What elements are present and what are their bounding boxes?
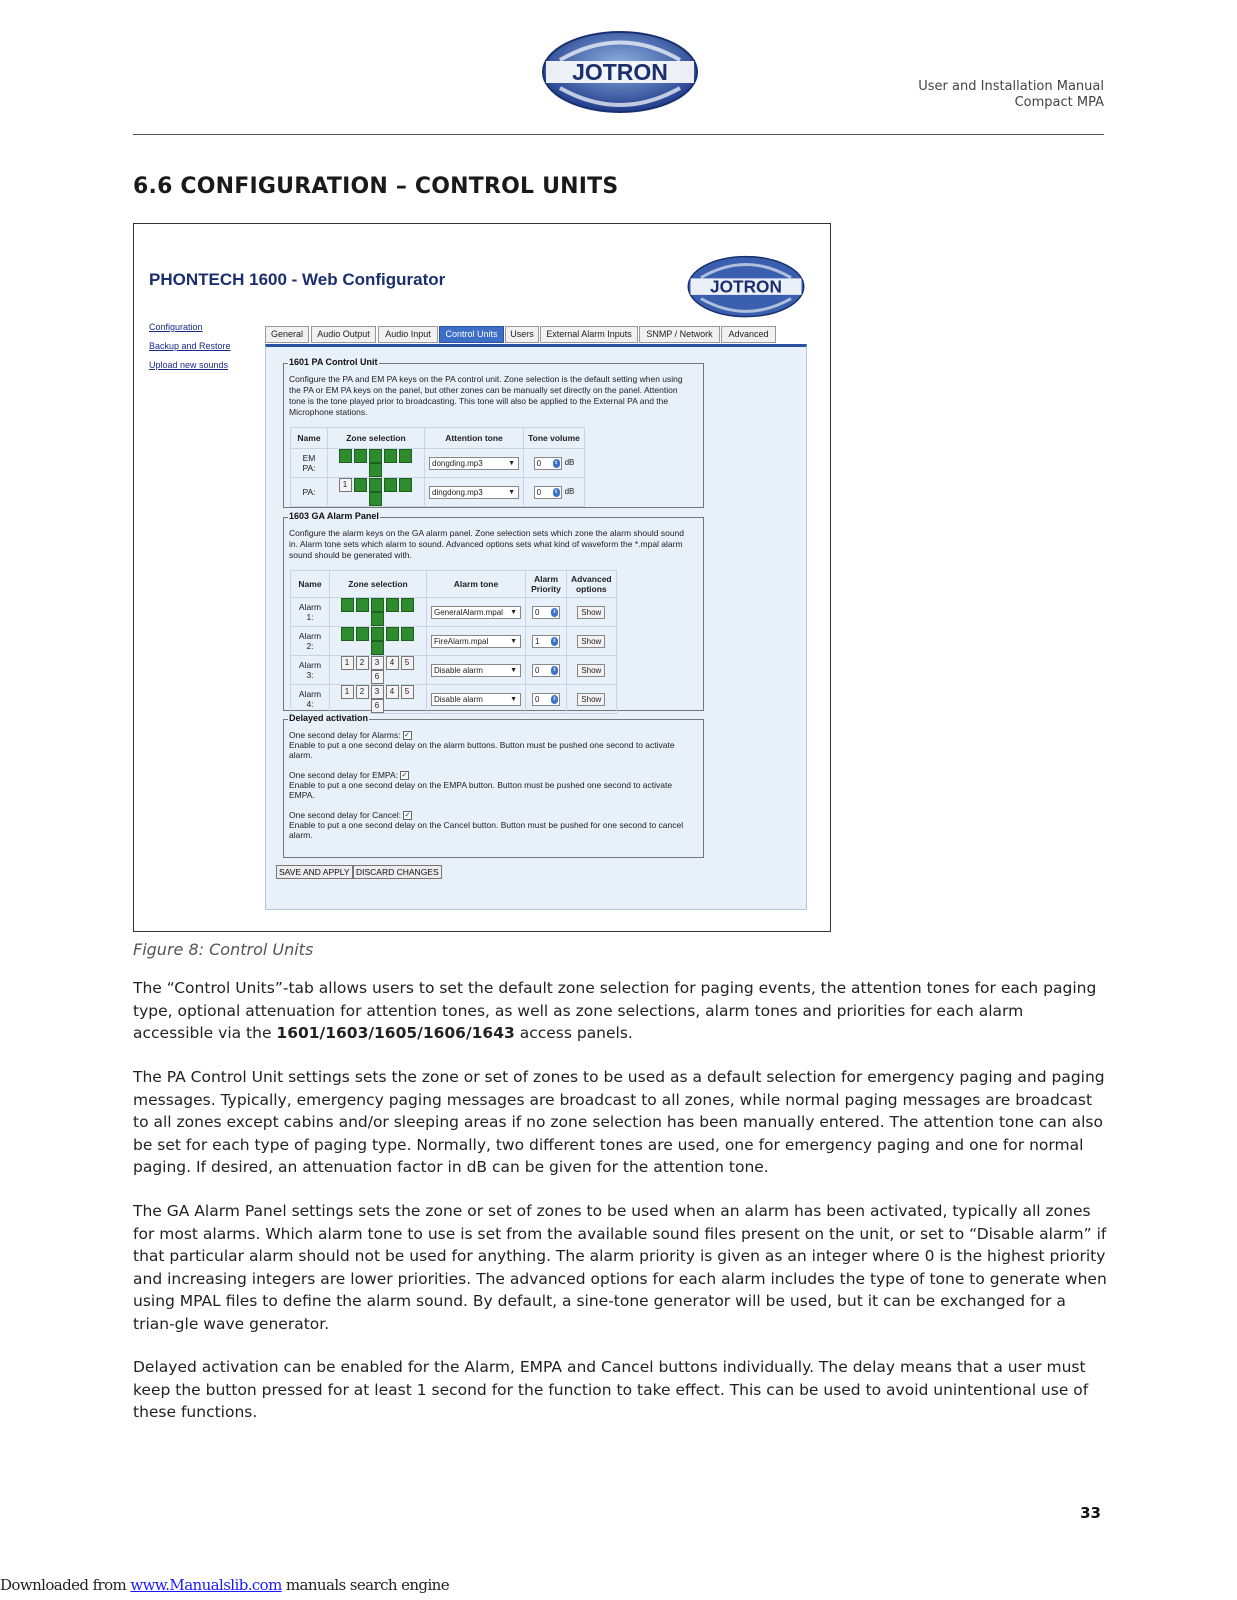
control-units-screenshot: [133, 223, 831, 932]
ga-panel-description: Configure the alarm keys on the GA alarm panel. Zone selection sets which zone the alarm should sound in. Alarm tone sets which alarm to sound. Advanced options sets what kind of waveform the *.mpal alarm sound should be generated with.: [289, 528, 684, 560]
delay-empa-checkbox[interactable]: ✓: [401, 772, 408, 780]
delay-cancel-checkbox[interactable]: ✓: [404, 812, 411, 820]
tab-users[interactable]: Users: [505, 326, 539, 343]
zone-toggle-6[interactable]: 6: [371, 641, 384, 655]
table-row: [291, 656, 617, 685]
delay-alarms-help: Enable to put a one second delay on the alarm buttons. Button must be pushed one second to activate alarm.: [289, 740, 675, 761]
manualslib-link[interactable]: www.Manualslib.com: [130, 1576, 282, 1594]
zone-toggle-6[interactable]: 6: [371, 670, 384, 684]
delay-cancel-item: [289, 810, 699, 840]
zone-toggle-2[interactable]: 2: [356, 656, 369, 670]
col-attention-tone: Attention tone: [425, 428, 524, 449]
tab-audio-output[interactable]: Audio Output: [311, 326, 376, 343]
zone-toggle-5[interactable]: 5: [399, 449, 412, 463]
panel-models: 1601/1603/1605/1606/1643: [276, 1024, 515, 1042]
zone-toggle-2[interactable]: 2: [354, 449, 367, 463]
nav-link-backup-restore[interactable]: Backup and Restore: [149, 341, 231, 351]
ga-alarm-panel-group: [283, 511, 704, 711]
alarm-tone-select[interactable]: FireAlarm.mpal ▼: [431, 635, 521, 648]
dropdown-arrow-icon: ▼: [508, 459, 515, 467]
zone-toggle-5[interactable]: 5: [401, 598, 414, 612]
jotron-logo-small: [686, 254, 806, 320]
col-alarm-tone: Alarm tone: [427, 571, 526, 598]
section-title: 6.6 CONFIGURATION – CONTROL UNITS: [133, 174, 619, 199]
alarm-priority-spinner[interactable]: 0 ⇕: [532, 664, 560, 677]
spinner-icon[interactable]: ⇕: [553, 459, 559, 466]
dropdown-arrow-icon: ▼: [510, 637, 517, 645]
table-row: [291, 685, 617, 714]
delayed-activation-group: [283, 713, 704, 858]
spinner-icon[interactable]: ⇕: [552, 666, 557, 673]
zone-toggle-5[interactable]: 5: [401, 627, 414, 641]
doc-header: [918, 79, 1104, 111]
zone-toggle-1[interactable]: 1: [339, 478, 352, 492]
ga-panel-legend: 1603 GA Alarm Panel: [289, 511, 379, 521]
table-row: [291, 478, 585, 507]
col-zone-selection: Zone selection: [328, 428, 425, 449]
discard-changes-button[interactable]: DISCARD CHANGES: [353, 865, 442, 879]
zone-toggle-4[interactable]: 4: [386, 627, 399, 641]
zone-toggle-2[interactable]: 2: [356, 627, 369, 641]
pa-control-unit-group: [283, 357, 704, 508]
zone-toggle-2[interactable]: 2: [356, 598, 369, 612]
col-tone-volume: Tone volume: [524, 428, 585, 449]
alarm-priority-spinner[interactable]: 0 ⇕: [532, 693, 560, 706]
alarm-tone-select[interactable]: Disable alarm ▼: [431, 664, 521, 677]
alarm-priority-spinner[interactable]: 0 ⇕: [532, 606, 560, 619]
show-advanced-button[interactable]: Show: [577, 664, 605, 677]
show-advanced-button[interactable]: Show: [577, 635, 605, 648]
unit-label: dB: [564, 458, 575, 468]
zone-toggle-1[interactable]: 1: [341, 685, 354, 699]
dropdown-arrow-icon: ▼: [510, 666, 517, 674]
tab-general[interactable]: General: [265, 326, 309, 343]
tone-volume-spinner[interactable]: 0 ⇕: [534, 486, 562, 499]
zone-toggle-6[interactable]: 6: [371, 699, 384, 713]
alarm-tone-select[interactable]: GeneralAlarm.mpal ▼: [431, 606, 521, 619]
row-name: Alarm 1:: [291, 598, 330, 627]
zone-toggle-3[interactable]: 3: [369, 449, 382, 463]
table-row: [291, 598, 617, 627]
paragraph-4: Delayed activation can be enabled for the Alarm, EMPA and Cancel buttons individually. The delay means that a user must keep the button pressed for at least 1 second for the function to take effect. This can be used to avoid unintentional use of these functions.: [133, 1358, 1089, 1421]
table-row: [291, 449, 585, 478]
tab-content-panel: [265, 344, 807, 910]
small-logo-text: JOTRON: [710, 276, 782, 297]
zone-buttons: [330, 627, 427, 656]
tone-volume-spinner[interactable]: 0 ⇕: [534, 457, 562, 470]
show-advanced-button[interactable]: Show: [577, 693, 605, 706]
tab-external-alarm-inputs[interactable]: External Alarm Inputs: [540, 326, 638, 343]
row-name: Alarm 4:: [291, 685, 330, 714]
zone-toggle-3[interactable]: 3: [371, 685, 384, 699]
zone-toggle-3[interactable]: 3: [371, 656, 384, 670]
col-zone-selection: Zone selection: [330, 571, 427, 598]
save-and-apply-button[interactable]: SAVE AND APPLY: [276, 865, 353, 879]
spinner-icon[interactable]: ⇕: [552, 608, 557, 615]
zone-toggle-5[interactable]: 5: [401, 685, 414, 699]
zone-toggle-1[interactable]: 1: [341, 598, 354, 612]
zone-toggle-2[interactable]: 2: [354, 478, 367, 492]
delay-cancel-label: One second delay for Cancel:: [289, 810, 401, 820]
zone-toggle-4[interactable]: 4: [384, 478, 397, 492]
zone-toggle-3[interactable]: 3: [371, 627, 384, 641]
table-row: [291, 627, 617, 656]
download-footer: Downloaded from www.Manualslib.com manuals search engine: [0, 1576, 449, 1594]
app-title: PHONTECH 1600 - Web Configurator: [149, 270, 446, 289]
row-name: EM PA:: [291, 449, 328, 478]
zone-toggle-1[interactable]: 1: [339, 449, 352, 463]
zone-toggle-4[interactable]: 4: [386, 685, 399, 699]
row-name: Alarm 2:: [291, 627, 330, 656]
zone-toggle-4[interactable]: 4: [386, 598, 399, 612]
nav-link-upload-sounds[interactable]: Upload new sounds: [149, 360, 229, 370]
zone-toggle-1[interactable]: 1: [341, 627, 354, 641]
delay-empa-help: Enable to put a one second delay on the EMPA button. Button must be pushed one second to activate EMPA.: [289, 780, 673, 801]
zone-toggle-4[interactable]: 4: [386, 656, 399, 670]
pa-unit-legend: 1601 PA Control Unit: [289, 357, 378, 367]
show-advanced-button[interactable]: Show: [577, 606, 605, 619]
unit-label: dB: [564, 487, 575, 497]
pa-unit-table: [290, 427, 585, 507]
spinner-icon[interactable]: ⇕: [552, 695, 557, 702]
zone-toggle-1[interactable]: 1: [341, 656, 354, 670]
row-name: PA:: [291, 478, 328, 507]
zone-toggle-6[interactable]: 6: [369, 492, 382, 506]
delay-cancel-help: Enable to put a one second delay on the Cancel button. Button must be pushed for one second to cancel alarm.: [289, 820, 684, 841]
delay-alarms-item: [289, 730, 699, 760]
zone-buttons: [328, 478, 425, 507]
alarm-tone-select[interactable]: Disable alarm ▼: [431, 693, 521, 706]
paragraph-2: The PA Control Unit settings sets the zone or set of zones to be used as a default selection for emergency paging and paging messages. Typically, emergency paging messages are broadcast to all zones, while normal paging messages are broadcast to all zones except cabins and/or sleeping areas if no zone selection has been manually entered. The attention tone can also be set for each type of paging type. Normally, two different tones are used, one for emergency paging and one for normal paging. If desired, an attenuation factor in dB can be given for the attention tone.: [133, 1068, 1105, 1176]
zone-toggle-3[interactable]: 3: [371, 598, 384, 612]
alarm-priority-spinner[interactable]: 1 ⇕: [532, 635, 560, 648]
jotron-logo: [540, 30, 700, 115]
nav-link-configuration[interactable]: Configuration: [149, 322, 203, 332]
delay-empa-label: One second delay for EMPA:: [289, 770, 398, 780]
attention-tone-select[interactable]: dongding.mp3 ▼: [429, 457, 519, 470]
logo-text: JOTRON: [572, 59, 668, 85]
tab-control-units[interactable]: Control Units: [439, 326, 504, 343]
zone-toggle-4[interactable]: 4: [384, 449, 397, 463]
pa-unit-description: Configure the PA and EM PA keys on the PA control unit. Zone selection is the default setting when using the PA or EM PA keys on the panel, but other zones can be manually set directly on the panel. Attention tone is the tone played prior to broadcasting. This tone will also be applied to the External PA and the Microphone stations.: [289, 374, 683, 417]
attention-tone-select[interactable]: dingdong.mp3 ▼: [429, 486, 519, 499]
zone-toggle-6[interactable]: 6: [369, 463, 382, 477]
col-name: Name: [291, 428, 328, 449]
zone-buttons: [328, 449, 425, 478]
dropdown-arrow-icon: ▼: [510, 695, 517, 703]
delay-empa-item: [289, 770, 699, 800]
delay-alarms-checkbox[interactable]: ✓: [404, 732, 410, 740]
zone-toggle-5[interactable]: 5: [401, 656, 414, 670]
zone-toggle-2[interactable]: 2: [356, 685, 369, 699]
spinner-icon[interactable]: ⇕: [553, 488, 559, 495]
zone-buttons: [330, 598, 427, 627]
dropdown-arrow-icon: ▼: [510, 608, 517, 616]
tab-audio-input[interactable]: Audio Input: [378, 326, 438, 343]
ga-panel-table: [290, 570, 617, 714]
delayed-legend: Delayed activation: [289, 713, 369, 723]
tab-snmp-network[interactable]: SNMP / Network: [639, 326, 720, 343]
figure-caption: Figure 8: Control Units: [133, 940, 314, 959]
zone-toggle-3[interactable]: 3: [369, 478, 382, 492]
zone-toggle-5[interactable]: 5: [399, 478, 412, 492]
dropdown-arrow-icon: ▼: [508, 488, 515, 496]
tab-advanced[interactable]: Advanced: [721, 326, 776, 343]
row-name: Alarm 3:: [291, 656, 330, 685]
page-number: 33: [1080, 1504, 1101, 1522]
spinner-icon[interactable]: ⇕: [552, 637, 557, 644]
zone-toggle-6[interactable]: 6: [371, 612, 384, 626]
col-alarm-priority: Alarm Priority: [526, 571, 567, 598]
col-advanced-options: Advanced options: [567, 571, 617, 598]
zone-buttons: [330, 656, 427, 685]
doc-subtitle: Compact MPA: [1014, 95, 1104, 110]
delay-alarms-label: One second delay for Alarms:: [289, 730, 401, 740]
doc-title: User and Installation Manual: [918, 79, 1104, 94]
zone-buttons: [330, 685, 427, 714]
paragraph-3: The GA Alarm Panel settings sets the zone or set of zones to be used when an alarm has been activated, typically all zones for most alarms. Which alarm tone to use is set from the available sound files present on the unit, or set to “Disable alarm” if that particular alarm should not be used for anything. The alarm priority is given as an integer where 0 is the highest priority and increasing integers are lower priorities. The advanced options for each alarm includes the type of tone to generate when using MPAL files to define the alarm sound. By default, a sine-tone generator will be used, but it can be exchanged for a trian-gle wave generator.: [133, 1202, 1107, 1333]
col-name: Name: [291, 571, 330, 598]
paragraph-1: The “Control Units”-tab allows users to set the default zone selection for paging events, the attention tones for each paging type, optional attenuation for attention tones, as well as zone selections, alarm tones and priorities for each alarm accessible via the 1601/1603/1605/1606/1643 access panels.: [133, 979, 1097, 1042]
header-divider: [133, 134, 1104, 135]
